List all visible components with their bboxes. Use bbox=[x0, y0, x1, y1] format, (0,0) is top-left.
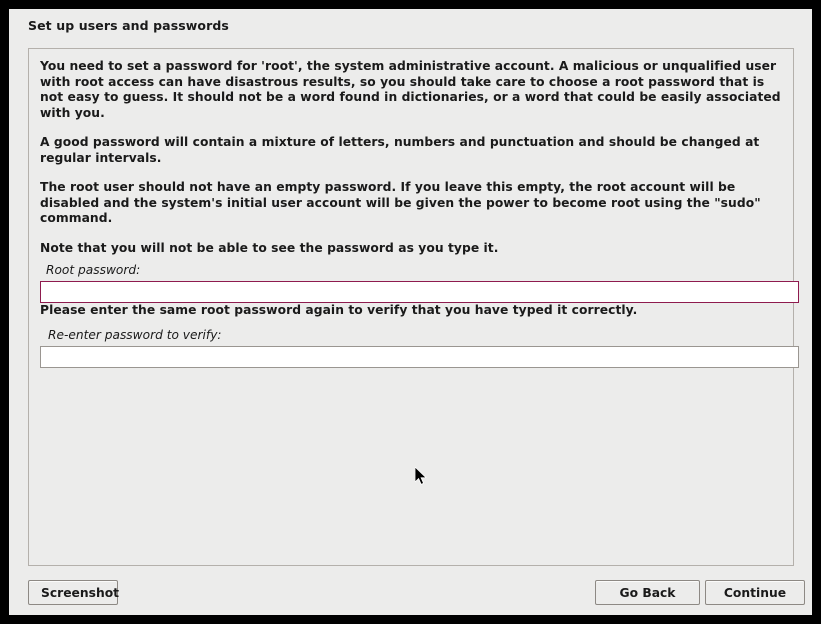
verify-password-input[interactable] bbox=[40, 346, 799, 368]
continue-button[interactable]: Continue bbox=[705, 580, 805, 605]
installer-window bbox=[9, 9, 812, 615]
screenshot-button[interactable]: Screenshot bbox=[28, 580, 118, 605]
verify-instruction: Please enter the same root password again to verify that you have typed it correctly. bbox=[40, 303, 638, 317]
verify-password-label: Re-enter password to verify: bbox=[48, 327, 222, 342]
intro-paragraph: You need to set a password for 'root', the system administrative account. A malicious or unqualified user with root access can have disastrous results, so you should take care to choose a root password that is not easy to guess. It should not be a word found in dictionaries, or a word that could be easily associated with you. bbox=[40, 59, 781, 120]
hidden-typing-note: Note that you will not be able to see the password as you type it. bbox=[40, 240, 499, 255]
page-title: Set up users and passwords bbox=[28, 18, 229, 33]
content-frame bbox=[28, 48, 794, 566]
empty-password-paragraph: The root user should not have an empty password. If you leave this empty, the root account will be disabled and the system's initial user account will be given the power to become root using the "sudo" command. bbox=[40, 180, 761, 225]
go-back-button[interactable]: Go Back bbox=[595, 580, 700, 605]
good-password-paragraph: A good password will contain a mixture of letters, numbers and punctuation and should be changed at regular intervals. bbox=[40, 135, 760, 165]
root-password-label: Root password: bbox=[46, 263, 141, 277]
window-title-bar bbox=[9, 9, 812, 42]
root-password-input[interactable] bbox=[40, 281, 799, 303]
